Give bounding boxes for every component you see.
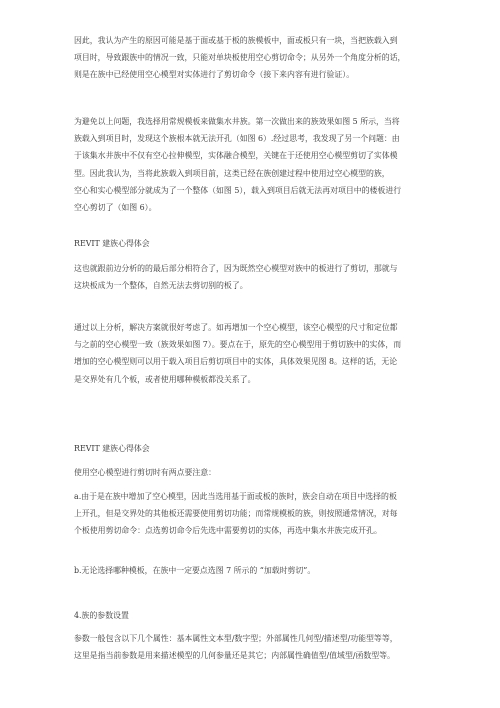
paragraph-parameters — [74, 630, 426, 664]
text-line: 型。因此我认为，当将此族载入到项目前，这类已经在族创建过程中使用过空心模型的族， — [74, 168, 390, 178]
text-line: 通过以上分析，解决方案就很好考虑了。如再增加一个空心模型，该空心模型的尺寸和定位都 — [74, 323, 398, 332]
text-line: 空心和实心模型部分就成为了一个整体（如图 5），载入到项目后就无法再对项目中的楼板进行 — [74, 185, 402, 195]
text-line: 为避免以上问题，我选择用常规模板来做集水井族。第一次做出来的族效果如图 5 所示，当将 — [74, 117, 400, 126]
section-heading-parameters — [74, 607, 426, 624]
paragraph-notes-intro — [74, 464, 426, 481]
text-line: 这块板成为一个整体，自然无法去剪切别的板了。 — [74, 281, 248, 291]
text-line: 这也就跟前边分析的的最后部分相符合了，因为既然空心模型对族中的板进行了剪切，那就与 — [74, 264, 398, 273]
paragraph-solution — [74, 319, 426, 388]
text-line: 族载入到项目时，发现这个族根本就无法开孔（如图 6）.经过思考，我发现了另一个问题：由 — [74, 134, 400, 144]
text-line: 使用空心模型进行剪切时有两点要注意： — [74, 468, 217, 477]
section-heading: REVIT 建族心得体会 — [74, 444, 150, 453]
text-line: b.无论选择哪种模板，在族中一定要点选图 7 所示的 “加载时剪切”。 — [74, 566, 316, 575]
text-line: 项目时，导致跟族中的情况一致，只能对单块板使用空心剪切命令；从另外一个角度分析的话， — [74, 53, 406, 63]
text-line: 增加的空心模型则可以用于载入项目后剪切项目中的实体，具体效果见图 8。这样的话，无论 — [74, 357, 398, 367]
section-heading: REVIT 建族心得体会 — [74, 239, 150, 248]
paragraph-note-b — [74, 562, 426, 579]
text-line: 上开孔，但是交界处的其他板还需要使用剪切功能；而常规模板的族，则按照通常情况，对每 — [74, 509, 398, 519]
text-line: 于该集水井族中不仅有空心拉伸模型，实体融合模型，关键在于还使用空心模型剪切了实体模 — [74, 151, 398, 161]
text-line: 个板使用剪切命令：点选剪切命令后先选中需要剪切的实体，再选中集水井族完成开孔。 — [74, 526, 382, 536]
text-line: 这里是指当前参数是用来描述模型的几何参量还是其它；内部属性确值型/值域型/函数型等。 — [74, 651, 395, 661]
text-line: 4.族的参数设置 — [74, 611, 129, 620]
paragraph-generic-template — [74, 113, 426, 216]
text-line: 与之前的空心模型一致（族效果如图 7）。要点在于，原先的空心模型用于剪切族中的实体，而 — [74, 340, 402, 350]
text-line: a.由于是在族中增加了空心模型，因此当选用基于面或板的族时，族会自动在项目中选择的板 — [74, 492, 397, 501]
text-line: 因此，我认为产生的原因可能是基于面或基于板的族模板中，面或板只有一块，当把族载入到 — [74, 36, 398, 45]
text-line: 空心剪切了（如图 6）。 — [74, 203, 157, 213]
text-line: 则是在族中已经使用空心模型对实体进行了剪切命令（接下来内容有进行验证）。 — [74, 70, 355, 80]
paragraph-note-a — [74, 488, 426, 540]
paragraph-cause-analysis — [74, 32, 426, 84]
text-line: 参数一般包含以下几个属性：基本属性文本型/数字型；外部属性几何型/描述型/功能型等等， — [74, 634, 398, 643]
paragraph-conclusion — [74, 260, 426, 294]
text-line: 是交界处有几个板，或者使用哪种模板都没关系了。 — [74, 374, 256, 384]
